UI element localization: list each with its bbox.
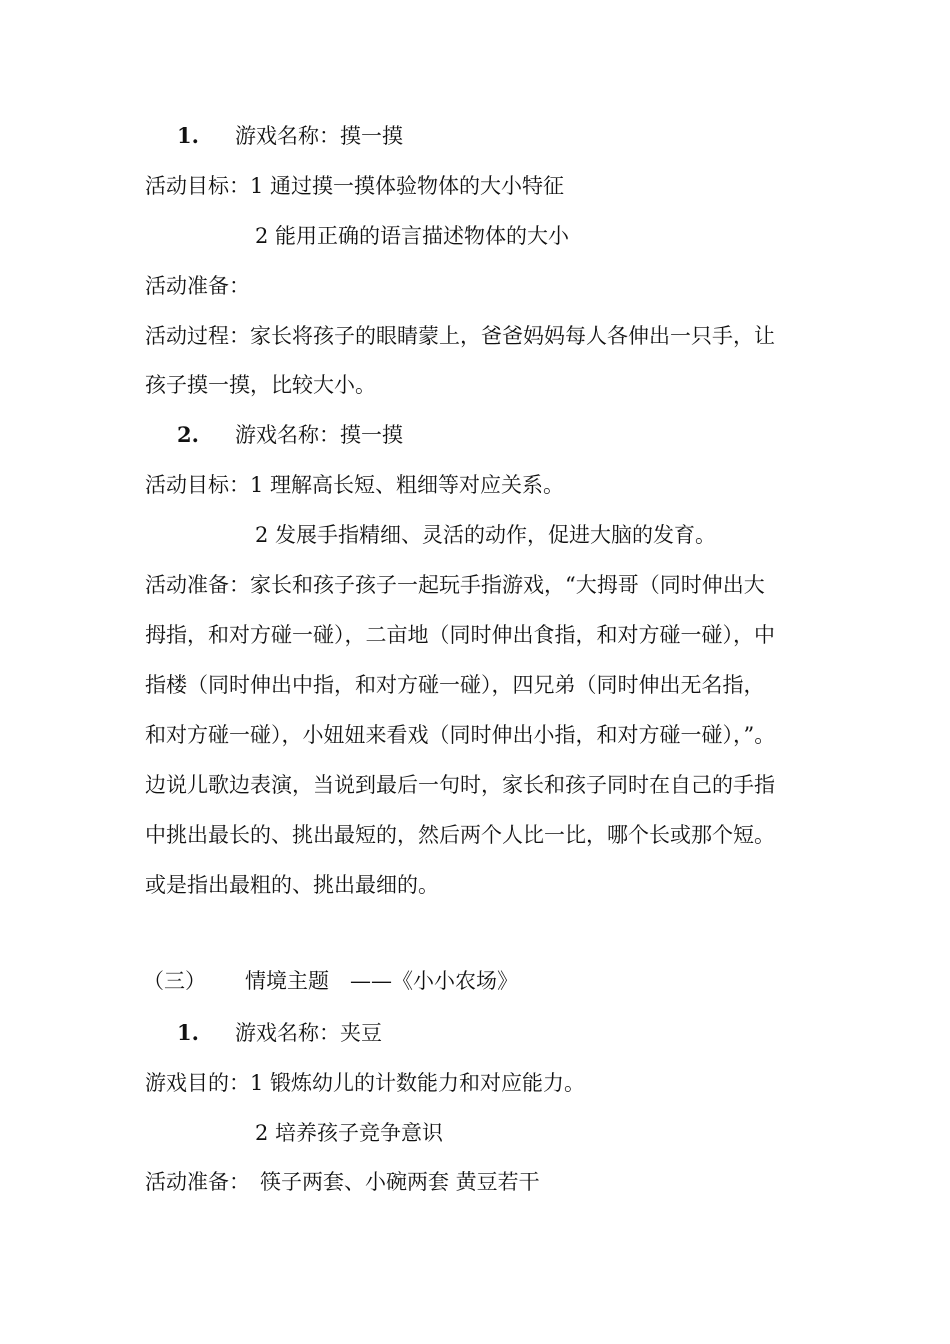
game-title: 游戏名称：夹豆 [235,1021,382,1045]
goal-text-2: 2 发展手指精细、灵活的动作，促进大脑的发育。 [255,523,717,547]
goal-line [145,470,564,500]
prep-line [145,1167,540,1197]
game-title: 游戏名称：摸一摸 [235,423,403,447]
section-index: （三） [143,969,206,993]
prep-paragraph-line: 中挑出最长的、挑出最短的，然后两个人比一比，哪个长或那个短。 [145,823,775,847]
goal-text: 1 锻炼幼儿的计数能力和对应能力。 [250,1071,586,1095]
prep-paragraph-line: 活动准备：家长和孩子孩子一起玩手指游戏，“大拇哥（同时伸出大 [145,573,765,597]
prep-label: 活动准备： [145,1170,250,1194]
goal-line [145,171,564,201]
goal-label: 游戏目的： [145,1071,250,1095]
prep-label: 活动准备： [145,274,250,298]
goal-label: 活动目标： [145,473,250,497]
prep-paragraph-line: 或是指出最粗的、挑出最细的。 [145,873,439,897]
goal-text-2: 2 能用正确的语言描述物体的大小 [255,224,570,248]
game-title: 游戏名称：摸一摸 [235,124,403,148]
process-line: 孩子摸一摸，比较大小。 [145,373,376,397]
goal-label: 活动目标： [145,174,250,198]
goal-text: 1 通过摸一摸体验物体的大小特征 [250,174,565,198]
prep-text: 筷子两套、小碗两套 黄豆若干 [260,1170,540,1194]
goal-text: 1 理解高长短、粗细等对应关系。 [250,473,565,497]
goal-text-2: 2 培养孩子竞争意识 [255,1121,444,1145]
prep-paragraph-line: 指楼（同时伸出中指，和对方碰一碰），四兄弟（同时伸出无名指， [145,673,765,697]
prep-paragraph-line: 和对方碰一碰），小妞妞来看戏（同时伸出小指，和对方碰一碰），”。 [145,723,776,747]
item-number: 1. [177,1020,199,1045]
item-number: 1. [177,123,199,148]
prep-paragraph-line: 边说儿歌边表演，当说到最后一句时，家长和孩子同时在自己的手指 [145,773,775,797]
process-line: 活动过程：家长将孩子的眼睛蒙上，爸爸妈妈每人各伸出一只手，让 [145,324,775,348]
goal-line [145,1068,585,1098]
prep-paragraph-line: 拇指，和对方碰一碰），二亩地（同时伸出食指，和对方碰一碰），中 [145,623,775,647]
item-number: 2. [177,422,199,447]
section-heading: 情境主题 ——《小小农场》 [245,969,518,993]
